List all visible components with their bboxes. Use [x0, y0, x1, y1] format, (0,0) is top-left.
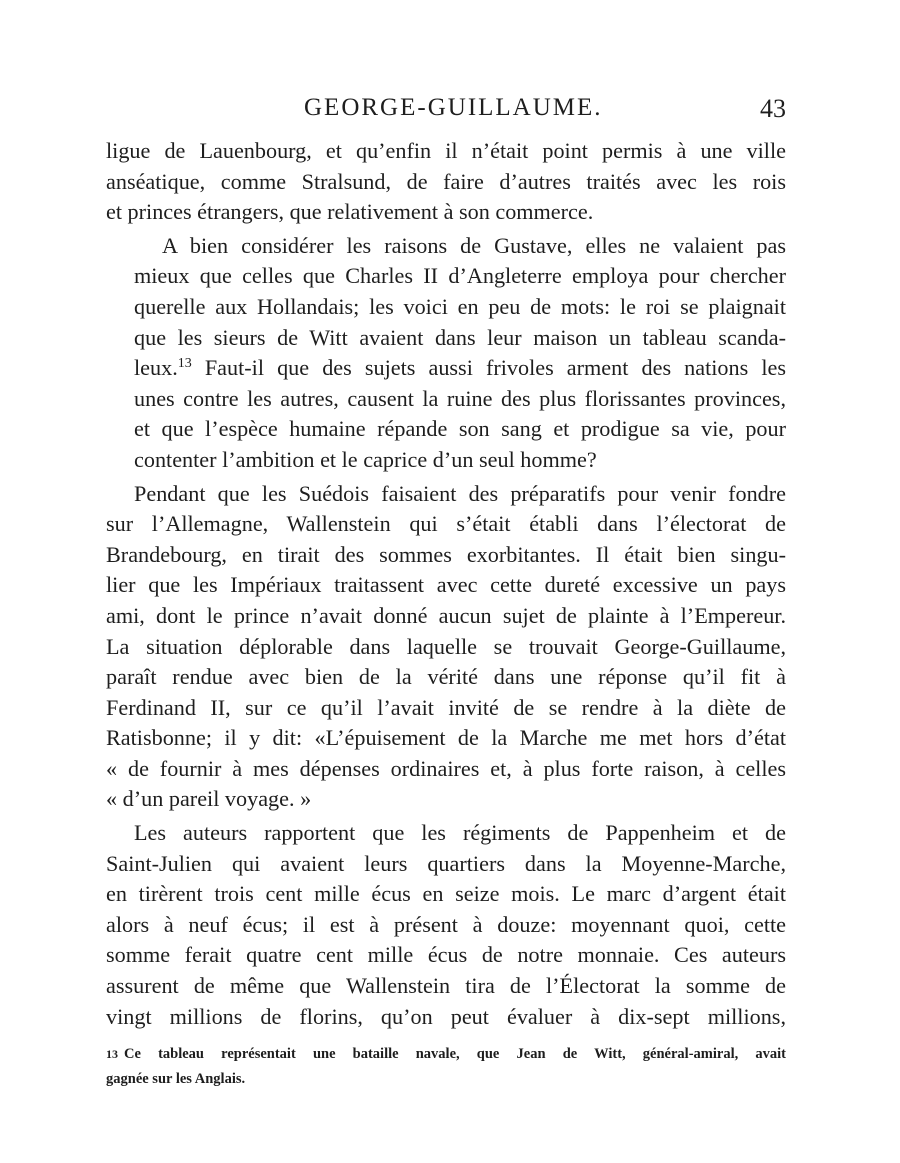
text-line: assurent de même que Wallenstein tira de l’Électorat la somme de — [106, 973, 786, 999]
text-line: et princes étrangers, que relativement à son commerce. — [106, 199, 594, 225]
text-line: unes contre les autres, causent la ruine des plus florissantes provinces, — [134, 385, 786, 411]
text-fragment: leux. — [134, 355, 178, 381]
footnote-reference[interactable]: 13 — [177, 356, 192, 372]
page-number: 43 — [760, 94, 786, 123]
footnote — [106, 1042, 786, 1092]
text-line: lier que les Impériaux traitassent avec cette dureté excessive un pays — [106, 572, 786, 598]
text-line: Ratisbonne; il y dit: «L’épuisement de la Marche me met hors d’état — [106, 725, 786, 751]
text-line: ami, dont le prince n’avait donné aucun sujet de plainte à l’Empereur. — [106, 602, 786, 628]
text-line: Saint-Julien qui avaient leurs quartiers dans la Moyenne-Marche, — [106, 850, 786, 876]
text-line: en tirèrent trois cent mille écus en seize mois. Le marc d’argent était — [106, 881, 786, 907]
text-line: que les sieurs de Witt avaient dans leur maison un tableau scanda- — [134, 324, 786, 350]
text-line: Pendant que les Suédois faisaient des préparatifs pour venir fondre — [134, 480, 786, 506]
text-line: sur l’Allemagne, Wallenstein qui s’était établi dans l’électorat de — [106, 511, 786, 537]
paragraph-2 — [106, 231, 786, 476]
text-line: Les auteurs rapportent que les régiments de Pappenheim et de — [134, 820, 786, 846]
text-line: A bien considérer les raisons de Gustave, elles ne valaient pas — [162, 232, 786, 258]
text-line: somme ferait quatre cent mille écus de notre monnaie. Ces auteurs — [106, 942, 786, 968]
text-line: contenter l’ambition et le caprice d’un seul homme? — [134, 446, 597, 472]
running-title: GEORGE-GUILLAUME. — [304, 94, 603, 121]
text-line: Ferdinand II, sur ce qu’il l’avait invité de se rendre à la diète de — [106, 694, 786, 720]
text-line-with-note — [106, 353, 786, 384]
paragraph-3 — [106, 479, 786, 816]
text-line: ligue de Lauenbourg, et qu’enfin il n’était point permis à une ville — [106, 138, 786, 163]
footnote-line — [106, 1042, 786, 1067]
text-line: « de fournir à mes dépenses ordinaires et, à plus forte raison, à celles — [106, 755, 786, 781]
text-fragment: Faut-il que des sujets aussi frivoles arment — [191, 355, 642, 381]
text-line: Brandebourg, en tirait des sommes exorbitantes. Il était bien singu- — [106, 541, 786, 567]
footnote-text: Ce tableau représentait une bataille navale, que Jean de Witt, général-amiral, avait — [124, 1046, 786, 1062]
text-line: « d’un pareil voyage. » — [106, 786, 312, 812]
text-line: paraît rendue avec bien de la vérité dans une réponse qu’il fit à — [106, 664, 786, 690]
page-header — [106, 94, 786, 130]
text-line: et que l’espèce humaine répande son sang et prodigue sa vie, pour — [134, 416, 786, 442]
footnote-line: gagnée sur les Anglais. — [106, 1071, 246, 1087]
text-line: mieux que celles que Charles II d’Angleterre employa pour chercher — [134, 263, 786, 289]
body-text — [106, 136, 786, 1032]
text-line: alors à neuf écus; il est à présent à douze: moyennant quoi, cette — [106, 911, 786, 937]
paragraph-4 — [106, 818, 786, 1032]
footnote-mark: 13 — [106, 1047, 118, 1061]
text-fragment: des nations les — [641, 355, 786, 381]
text-line: anséatique, comme Stralsund, de faire d’autres traités avec les rois — [106, 168, 786, 194]
paragraph-1 — [106, 136, 786, 228]
text-line: querelle aux Hollandais; les voici en peu de mots: le roi se plaignait — [134, 293, 786, 319]
text-line: La situation déplorable dans laquelle se trouvait George-Guillaume, — [106, 633, 786, 659]
text-line: vingt millions de florins, qu’on peut évaluer à dix-sept millions, — [106, 1003, 786, 1029]
